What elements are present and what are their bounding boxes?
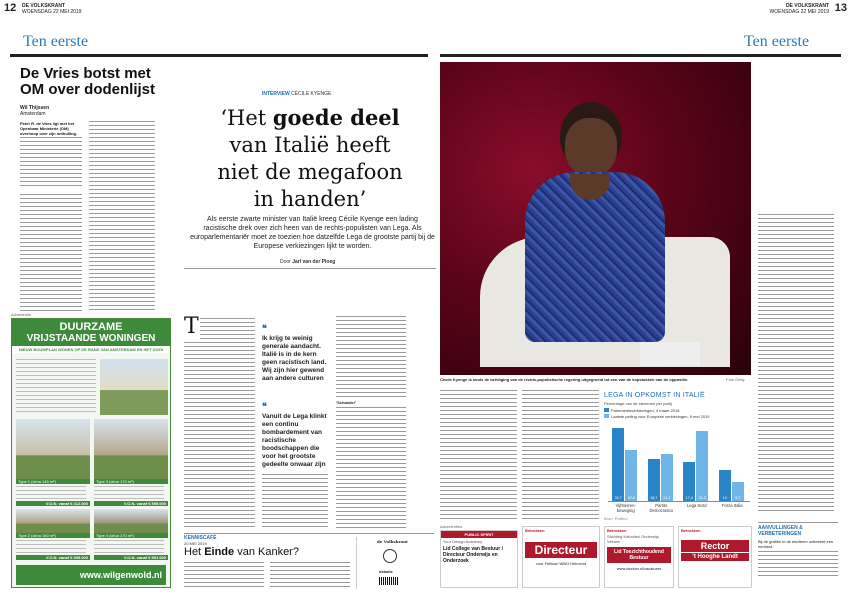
chart-categories bbox=[608, 503, 750, 517]
side-article-column-1 bbox=[20, 194, 82, 312]
right-page-number: 13 bbox=[834, 2, 847, 14]
kenniscafe-partners bbox=[356, 537, 434, 589]
chart-category-label-3: Forza Italia bbox=[721, 503, 743, 508]
chart-bar-2-1 bbox=[696, 431, 708, 501]
pull-quote-1-text: Ik krijg te weinig generale aandacht. Italië is in de kern geen racistisch land. Wij zijn hier gewend aan andere culturen bbox=[262, 335, 327, 382]
right-masthead bbox=[770, 3, 829, 15]
chart-legend-1: Parlementsverkiezingen, 4 maart 2018 bbox=[604, 408, 679, 413]
chart-bar-3-1 bbox=[732, 482, 744, 501]
article-column-4 bbox=[440, 390, 517, 522]
quote-mark-icon: ❝ bbox=[262, 323, 267, 333]
photo-face bbox=[565, 118, 617, 176]
left-page-number: 12 bbox=[4, 2, 17, 14]
chart-bar-2-0 bbox=[683, 462, 695, 501]
chart-bar-1-1 bbox=[661, 454, 673, 501]
chart-category-label-0: Vijfsterren-beweging bbox=[615, 503, 636, 513]
interview-photo bbox=[440, 62, 751, 375]
chart-bar-0-0 bbox=[612, 428, 624, 501]
right-publication: DE VOLKSKRANT bbox=[785, 3, 829, 9]
house-ad[interactable] bbox=[11, 318, 171, 588]
left-date: WOENSDAG 22 MEI 2019 bbox=[22, 9, 82, 15]
interview-kicker bbox=[262, 91, 331, 97]
side-article-lead: Peter R. de Vries ligt met het Openbaar Ministerie (OM) overhoop over zijn onthulling. bbox=[20, 121, 78, 136]
left-header-rule bbox=[10, 54, 428, 57]
job-ad-2[interactable] bbox=[522, 526, 600, 588]
article-column-3a bbox=[336, 316, 406, 398]
pull-quote-2-text: Vanuit de Lega klinkt een continu bombardement van racistische boodschappen die voor het grootste gedeelte onwaar zijn bbox=[262, 413, 327, 468]
chart-bar-0-1 bbox=[625, 450, 637, 501]
left-section-title: Ten eerste bbox=[23, 33, 89, 50]
chart-bar-value-2-0: 17,4 bbox=[685, 496, 693, 500]
job-ad-4[interactable] bbox=[678, 526, 752, 588]
ad-photo-type4 bbox=[94, 509, 168, 533]
job-ad-2-header: Betrokken bbox=[525, 528, 545, 533]
chart-bar-value-2-1: 31,3 bbox=[698, 496, 706, 500]
article-column-3b bbox=[336, 407, 406, 530]
left-publication: DE VOLKSKRANT bbox=[22, 3, 66, 9]
drop-cap: T bbox=[184, 314, 199, 339]
ad-listing-type-4: Type 4 (circa 170 m²) bbox=[94, 533, 168, 538]
chart-bar-value-3-1: 8,7 bbox=[735, 496, 741, 500]
kenniscafe-date: 20 MEI 2019 bbox=[184, 541, 207, 546]
legend-swatch-1 bbox=[604, 408, 609, 412]
chart-bar-value-1-0: 18,7 bbox=[650, 496, 658, 500]
ad-listing-type-2: Type 3 (circa 170 m²) bbox=[94, 479, 168, 484]
chart-category-label-1: Partito Democratico bbox=[649, 503, 673, 513]
byline-prefix: Door bbox=[280, 259, 291, 265]
side-article-city: Amsterdam bbox=[20, 111, 46, 117]
chart-bar-value-0-1: 22,8 bbox=[627, 496, 635, 500]
ad-listing-type-3: Type 2 (circa 160 m²) bbox=[16, 533, 90, 538]
interview-title-line1: ‘Het goede deel bbox=[220, 105, 400, 130]
job-ad-4-header: Betrokken bbox=[681, 528, 701, 533]
ad-title-line1: DUURZAME bbox=[59, 321, 123, 333]
side-article-column-2 bbox=[89, 121, 155, 312]
chart-source: Bron: Politico bbox=[604, 516, 628, 521]
interview-title bbox=[185, 104, 435, 213]
article-column-right-1 bbox=[758, 214, 834, 514]
job-ad-4-sub: ’t Hooghe Landt bbox=[681, 553, 749, 561]
ad-photo-type2 bbox=[16, 509, 90, 533]
interview-title-line2: van Italië heeft bbox=[229, 133, 391, 157]
pull-quote-1 bbox=[262, 316, 328, 383]
job-ad-1[interactable] bbox=[440, 530, 518, 588]
side-article-lead-text bbox=[20, 137, 82, 189]
ad-url[interactable]: www.wilgenwold.nl bbox=[16, 565, 166, 585]
kenniscafe-title: Het Einde van Kanker? bbox=[184, 546, 299, 558]
job-ad-3-sub: www.dezkov.nl/vacatures bbox=[616, 566, 662, 571]
side-article-headline: De Vries botst met OM over dodenlijst bbox=[20, 65, 156, 98]
chart-bar-3-0 bbox=[719, 470, 731, 501]
interview-kicker-name: CÉCILE KYENGE bbox=[291, 91, 332, 97]
chart-subtitle: Percentage van de stemmen per partij bbox=[604, 401, 672, 406]
photo-caption: Cécile Kyenge is sinds de beëdiging van de rechts-populistische regering uitgegroeid tot een van de kopstukken van de oppositie. bbox=[440, 377, 689, 382]
chart-bar-value-1-1: 21,2 bbox=[663, 496, 671, 500]
job-ad-1-org: Your Design Academy bbox=[443, 539, 483, 544]
partner-logo-icon bbox=[383, 549, 397, 563]
chart-legend-2: Laatste peiling voor Europese verkiezingen, 9 mei 2019 bbox=[604, 414, 710, 419]
corrections-box bbox=[758, 522, 838, 588]
kenniscafe-label: KENNISCAFÉ bbox=[184, 535, 217, 541]
ad-body-text bbox=[16, 359, 96, 415]
job-ad-2-sub: voor Fellicon WBO Helmond bbox=[535, 561, 587, 566]
right-date: WOENSDAG 22 MEI 2019 bbox=[769, 9, 829, 15]
interview-title-line3: niet de megafoon bbox=[217, 160, 403, 184]
ad-label: Advertentie bbox=[11, 312, 32, 317]
job-ads-label: Advertenties bbox=[440, 524, 463, 529]
ad-photo-type1 bbox=[16, 419, 90, 479]
interview-kicker-label: INTERVIEW bbox=[262, 91, 290, 97]
job-ad-2-title: Directeur bbox=[525, 542, 597, 558]
job-ad-4-title: Rector bbox=[681, 540, 749, 552]
ad-photo-type3 bbox=[94, 419, 168, 479]
partner-debalie: debalie bbox=[379, 569, 393, 574]
pull-quote-2 bbox=[262, 394, 328, 469]
ad-listing-type-1: Type 1 (circa 145 m²) bbox=[16, 479, 90, 484]
chart-bar-1-0 bbox=[648, 459, 660, 501]
job-ad-3-title: Lid Toezichthoudend Bestuur bbox=[607, 547, 671, 563]
right-header-rule bbox=[440, 54, 841, 57]
job-ad-3[interactable] bbox=[604, 526, 674, 588]
ad-photo-house bbox=[100, 359, 168, 415]
interview-byline bbox=[280, 259, 335, 265]
ad-subtitle: NIEUW BOUWPLAN WONEN OP DE RAND VAN AMSTERDAM EN HET GOOI bbox=[12, 346, 170, 353]
ad-title-line2: VRIJSTAANDE WONINGEN bbox=[26, 333, 156, 344]
job-ad-1-header: PUBLIC SPIRIT bbox=[441, 531, 517, 538]
interview-title-line4: in handen’ bbox=[253, 187, 367, 211]
ad-listing-price-2: V.O.N. vanaf € 595.000 bbox=[94, 501, 168, 506]
job-ad-3-org: Stichting Katholiek Onderwijs Veluwe bbox=[607, 534, 659, 544]
quote-mark-icon: ❝ bbox=[262, 401, 267, 411]
corrections-title: AANVULLINGEN & VERBETERINGEN bbox=[758, 525, 803, 537]
left-masthead bbox=[22, 3, 81, 15]
interview-intro: Als eerste zwarte minister van Italië kreeg Cécile Kyenge een lading racistische drek over zich heen van de rechts-populisten van Lega. Als europarlementariër moet ze toezien hoe datzelfde Lega de grootste partij bij de Europese verkiezingen lijkt te worden. bbox=[190, 216, 435, 250]
corrections-text: Bij de grafiek in de eindterm ontbreekt een eenheid. bbox=[758, 539, 834, 549]
article-column-1 bbox=[184, 342, 255, 530]
barcode-icon bbox=[379, 577, 399, 585]
byline-name: Jarl van der Ploeg bbox=[292, 259, 336, 265]
ad-listing-price-4: V.O.N. vanaf € 591.000 bbox=[94, 555, 168, 560]
chart-title: LEGA IN OPKOMST IN ITALIË bbox=[604, 392, 705, 399]
chart-bar-value-0-0: 32,7 bbox=[614, 496, 622, 500]
chart-container bbox=[604, 392, 754, 520]
chart-plot-area bbox=[608, 424, 750, 502]
right-section-title: Ten eerste bbox=[744, 33, 810, 50]
ad-listing-price-1: V.O.N. vanaf € 412.000 bbox=[16, 501, 90, 506]
article-column-2 bbox=[262, 474, 328, 530]
photo-credit: Foto Getty bbox=[726, 377, 745, 382]
chart-bar-value-3-0: 14 bbox=[722, 496, 727, 500]
chart-category-label-2: Lega Nord bbox=[686, 503, 707, 508]
ad-listing-price-3: V.O.N. vanaf € 555.000 bbox=[16, 555, 90, 560]
article-column-3-exclaim: ‘Schande!’ bbox=[336, 400, 357, 405]
article-column-5 bbox=[522, 390, 599, 522]
partner-volkskrant: de Volkskrant bbox=[377, 539, 408, 544]
job-ad-1-title: Lid College van Bestuur / Directeur Onderwijs en Onderzoek bbox=[443, 546, 504, 564]
legend-swatch-2 bbox=[604, 414, 609, 418]
side-article-author: Wil Thijssen bbox=[20, 105, 50, 111]
intro-rule bbox=[184, 268, 436, 269]
job-ad-3-header: Betrokken bbox=[607, 528, 627, 533]
